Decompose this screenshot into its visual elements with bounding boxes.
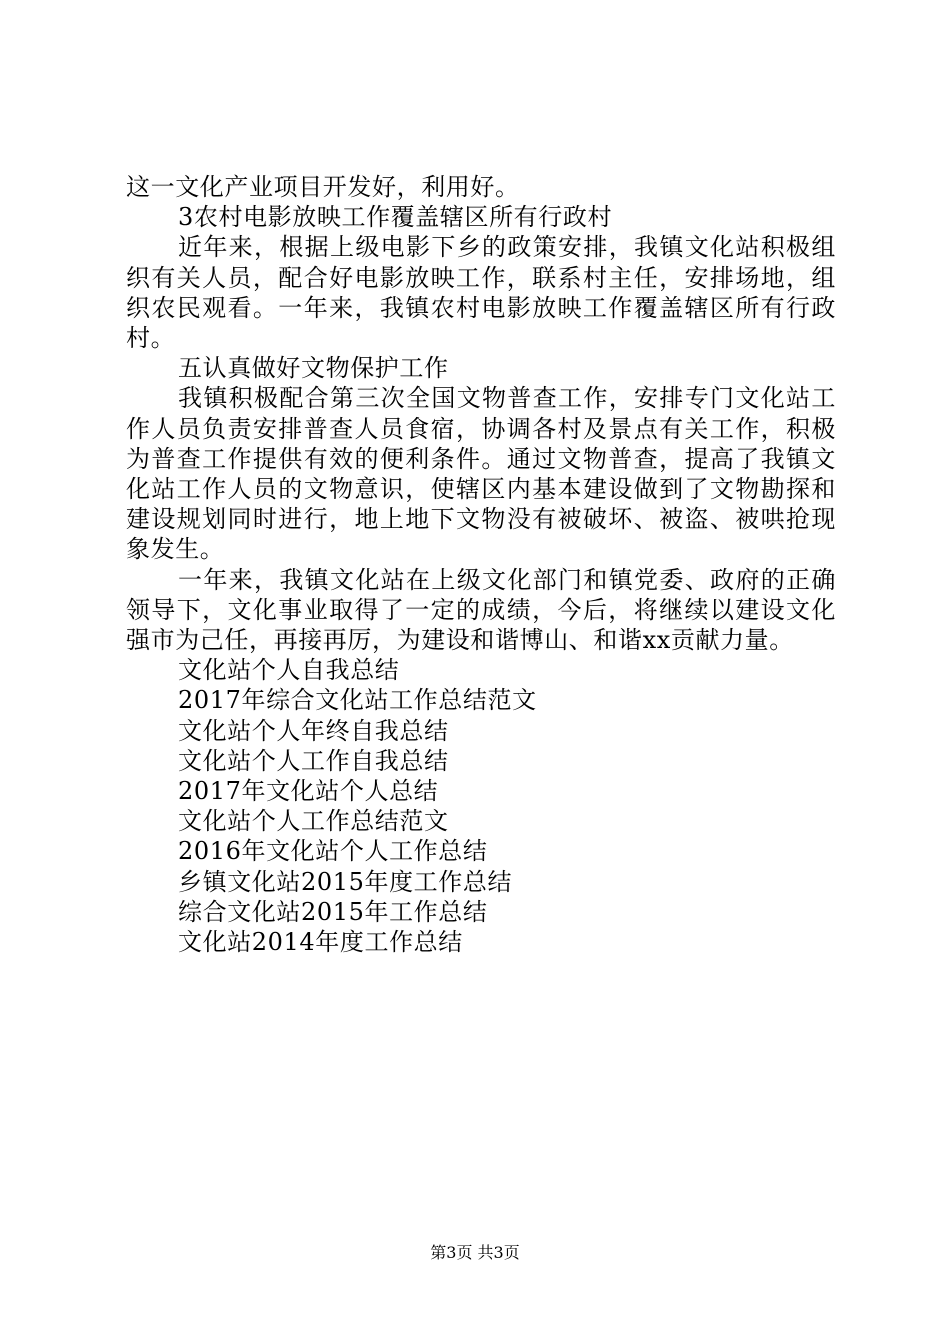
paragraph-2: 3农村电影放映工作覆盖辖区所有行政村	[178, 203, 613, 232]
list-item: 文化站个人工作总结范文	[178, 807, 449, 836]
list-item: 文化站个人自我总结	[178, 656, 400, 685]
related-list	[126, 655, 836, 957]
paragraph-1: 这一文化产业项目开发好，利用好。	[126, 173, 520, 201]
section-heading-5: 五认真做好文物保护工作	[178, 354, 449, 383]
document-body	[126, 172, 836, 957]
list-item: 乡镇文化站2015年度工作总结	[178, 867, 513, 896]
list-item: 文化站2014年度工作总结	[178, 928, 463, 957]
list-item: 文化站个人年终自我总结	[178, 716, 449, 745]
list-item: 2016年文化站个人工作总结	[178, 837, 488, 866]
list-item: 2017年综合文化站工作总结范文	[178, 686, 537, 715]
paragraph-4: 我镇积极配合第三次全国文物普查工作，安排专门文化站工作人员负责安排普查人员食宿，协调各村及景点有关工作，积极为普查工作提供有效的便利条件。通过文物普查，提高了我镇文化站工作人员的文物意识，使辖区内基本建设做到了文物勘探和建设规划同时进行，地上地下文物没有被破坏、被盗、被哄抢现象发生。	[126, 384, 836, 564]
paragraph-3: 近年来，根据上级电影下乡的政策安排，我镇文化站积极组织有关人员，配合好电影放映工作，联系村主任，安排场地，组织农民观看。一年来，我镇农村电影放映工作覆盖辖区所有行政村。	[126, 233, 836, 353]
page-footer: 第3页 共3页	[430, 1243, 520, 1262]
list-item: 文化站个人工作自我总结	[178, 746, 449, 775]
paragraph-5: 一年来，我镇文化站在上级文化部门和镇党委、政府的正确领导下，文化事业取得了一定的成绩，今后，将继续以建设文化强市为己任，再接再厉，为建设和谐博山、和谐xx贡献力量。	[126, 565, 836, 655]
list-item: 2017年文化站个人总结	[178, 777, 439, 806]
list-item: 综合文化站2015年工作总结	[178, 897, 488, 926]
